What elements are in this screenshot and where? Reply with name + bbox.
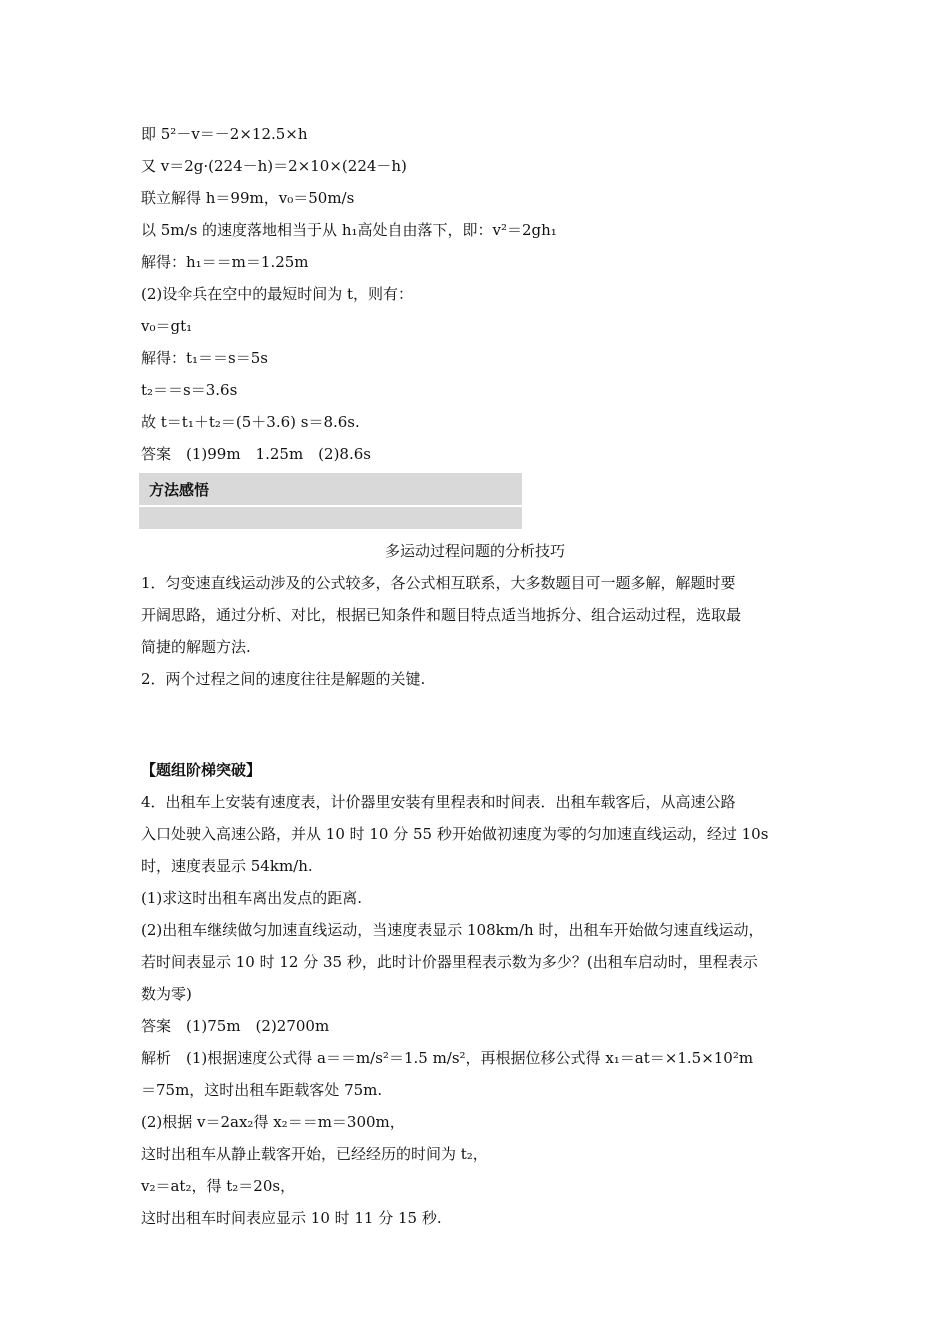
text-line: 以 5m/s 的速度落地相当于从 h₁高处自由落下，即：v²＝2gh₁: [141, 221, 557, 239]
text-line: 解得：h₁＝＝m＝1.25m: [141, 253, 309, 271]
text-line: v₀＝gt₁: [141, 317, 193, 335]
analysis-line: v₂＝at₂，得 t₂＝20s，: [141, 1177, 296, 1195]
method-box-body: [139, 507, 522, 529]
analysis-line: ＝75m，这时出租车距载客处 75m.: [141, 1081, 383, 1099]
text-line: (2)设伞兵在空中的最短时间为 t，则有：: [141, 285, 414, 303]
problem-line: 时，速度表显示 54km/h.: [141, 857, 313, 875]
method-box-header: [139, 473, 522, 505]
problem-line: 若时间表显示 10 时 12 分 35 秒，此时计价器里程表示数为多少？(出租车启动时，里程表示: [141, 953, 758, 971]
method-point: 2．两个过程之间的速度往往是解题的关键.: [141, 670, 426, 688]
analysis-line: 这时出租车时间表应显示 10 时 11 分 15 秒.: [141, 1209, 442, 1227]
answer-line: 答案 (1)99m 1.25m (2)8.6s: [141, 445, 371, 463]
method-point: 开阔思路，通过分析、对比，根据已知条件和题目特点适当地拆分、组合运动过程，选取最: [141, 606, 742, 624]
problem-line: 入口处驶入高速公路，并从 10 时 10 分 55 秒开始做初速度为零的匀加速直线运动，经过 10s: [141, 825, 769, 843]
problem-line: (1)求这时出租车离出发点的距离.: [141, 889, 363, 907]
text-line: 联立解得 h＝99m，v₀＝50m/s: [141, 189, 355, 207]
problem-line: 4．出租车上安装有速度表，计价器里安装有里程表和时间表．出租车载客后，从高速公路: [141, 793, 736, 811]
method-point: 简捷的解题方法.: [141, 638, 251, 656]
problem-line: 数为零): [141, 985, 192, 1003]
method-box-title: 方法感悟: [149, 481, 210, 499]
problem-line: (2)出租车继续做匀加速直线运动，当速度表显示 108km/h 时，出租车开始做匀速直线运动，: [141, 921, 764, 939]
method-point: 1．匀变速直线运动涉及的公式较多，各公式相互联系，大多数题目可一题多解，解题时要: [141, 574, 736, 592]
text-line: t₂＝＝s＝3.6s: [141, 381, 238, 399]
text-line: 故 t＝t₁＋t₂＝(5＋3.6) s＝8.6s.: [141, 413, 360, 431]
analysis-line: 解析 (1)根据速度公式得 a＝＝m/s²＝1.5 m/s²，再根据位移公式得 x₁＝at＝×1.5×10²m: [141, 1049, 754, 1067]
text-line: 解得：t₁＝＝s＝5s: [141, 349, 268, 367]
answer-line: 答案 (1)75m (2)2700m: [141, 1017, 330, 1035]
method-heading: 多运动过程问题的分析技巧: [384, 542, 565, 560]
text-line: 即 5²－v＝－2×12.5×h: [141, 125, 308, 143]
analysis-line: 这时出租车从静止载客开始，已经经历的时间为 t₂，: [141, 1145, 488, 1163]
text-line: 又 v＝2g·(224－h)＝2×10×(224－h): [141, 157, 407, 175]
analysis-line: (2)根据 v＝2ax₂得 x₂＝＝m＝300m，: [141, 1113, 405, 1131]
section-title: 【题组阶梯突破】: [141, 761, 262, 779]
